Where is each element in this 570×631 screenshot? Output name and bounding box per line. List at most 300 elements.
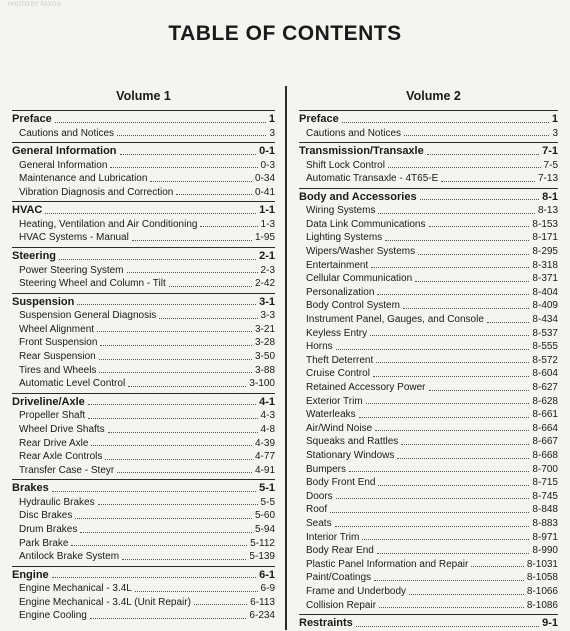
entry-label: Rear Drive Axle (19, 437, 89, 449)
page-number: 8-971 (532, 531, 558, 543)
section-heading-row (299, 190, 558, 205)
dot-leader (371, 267, 529, 268)
page-number: 8-409 (532, 300, 558, 312)
page-number: 5-94 (254, 523, 275, 535)
dot-leader (362, 539, 529, 540)
entry-label: Front Suspension (19, 337, 98, 349)
dot-leader (200, 226, 257, 227)
entry-label: Cruise Control (306, 368, 370, 380)
toc-section (299, 110, 558, 140)
page-number: 8-1 (542, 190, 558, 203)
page-number: 8-555 (532, 341, 558, 353)
toc-entry (12, 423, 275, 437)
toc-entry (299, 531, 558, 545)
toc-entry (12, 277, 275, 291)
dot-leader (98, 504, 258, 505)
dot-leader (336, 349, 530, 350)
entry-label: Data Link Communications (306, 218, 426, 230)
dot-leader (370, 335, 529, 336)
toc-entry (12, 464, 275, 478)
page-number: 8-745 (532, 490, 558, 502)
toc-entry (12, 450, 275, 464)
dot-leader (52, 577, 256, 578)
toc-entry (299, 408, 558, 422)
section-heading-row (12, 144, 275, 159)
page-number: 1-95 (254, 232, 275, 244)
entry-label: Wheel Drive Shafts (19, 423, 105, 435)
entry-label: Paint/Coatings (306, 572, 372, 584)
toc-entry (299, 204, 558, 218)
page-number: 8-715 (532, 477, 558, 489)
dot-leader (90, 618, 247, 619)
dot-leader (117, 135, 266, 136)
entry-label: Body Control System (306, 300, 400, 312)
dot-leader (420, 199, 540, 200)
page-number: 8-667 (532, 436, 558, 448)
page-number: 8-668 (532, 449, 558, 461)
toc-entry (299, 172, 558, 186)
entry-label: Retained Accessory Power (306, 382, 426, 393)
toc-entry (299, 354, 558, 368)
toc-section (12, 110, 275, 140)
toc-entry (299, 599, 558, 613)
page-number: 5-112 (250, 537, 275, 549)
toc-entry (12, 582, 275, 596)
dot-leader (429, 390, 530, 391)
dot-leader (415, 281, 529, 282)
dot-leader (127, 272, 258, 273)
page-number: 0-3 (260, 159, 275, 171)
entry-label: Engine Mechanical - 3.4L (Unit Repair) (19, 596, 191, 608)
toc-section (12, 201, 275, 245)
toc-entry (12, 159, 275, 173)
volume-2-sections (299, 110, 558, 631)
toc-entry (299, 245, 558, 259)
section-heading-row (12, 568, 275, 583)
section-heading: Body and Accessories (299, 190, 417, 203)
page-number: 8-171 (532, 232, 558, 244)
entry-label: Lighting Systems (306, 232, 383, 244)
page-number: 8-604 (532, 368, 558, 380)
entry-label: Squeaks and Rattles (306, 436, 399, 448)
page-number: 3-28 (254, 337, 275, 349)
entry-label: Wiring Systems (306, 205, 376, 217)
toc-entry (299, 218, 558, 232)
section-heading-row (299, 144, 558, 159)
page-number: 7-13 (537, 173, 558, 185)
dot-leader (427, 154, 539, 155)
entry-label: Shift Lock Control (306, 159, 385, 171)
page-number: 7-1 (542, 145, 558, 158)
entry-label: Bumpers (306, 463, 347, 475)
dot-leader (378, 213, 535, 214)
toc-section (12, 393, 275, 477)
entry-label: Drum Brakes (19, 523, 78, 535)
dot-leader (378, 485, 529, 486)
entry-label: Automatic Transaxle - 4T65-E (306, 173, 439, 185)
toc-entry (12, 509, 275, 523)
volume-1-column (12, 88, 275, 623)
entry-label: Cautions and Notices (19, 127, 115, 139)
toc-entry (299, 259, 558, 273)
page-number: 8-1086 (526, 599, 558, 611)
page-number: 3-3 (260, 310, 275, 322)
dot-leader (441, 181, 535, 182)
page-number: 8-628 (532, 395, 558, 407)
entry-label: General Information (19, 159, 108, 171)
entry-label: Park Brake (19, 537, 69, 549)
toc-entry (299, 490, 558, 504)
page-title: TABLE OF CONTENTS (168, 22, 402, 45)
dot-leader (108, 432, 258, 433)
toc-entry (12, 596, 275, 610)
page-number: 1 (551, 113, 558, 125)
page-number: 0-1 (259, 145, 275, 158)
toc-entry (12, 550, 275, 564)
toc-entry (299, 571, 558, 585)
dot-leader (487, 322, 530, 323)
toc-entry (12, 523, 275, 537)
dot-leader (349, 471, 529, 472)
dot-leader (169, 286, 252, 287)
section-heading: Engine (12, 568, 49, 581)
dot-leader (128, 386, 246, 387)
page-number: 0-41 (254, 186, 275, 198)
entry-label: Steering Wheel and Column - Tilt (19, 278, 166, 290)
entry-label: Seats (306, 517, 332, 529)
volume-title: Volume 1 (116, 89, 171, 103)
dot-leader (122, 559, 246, 560)
toc-entry (299, 327, 558, 341)
page-number: 3 (552, 127, 558, 139)
dot-leader (159, 318, 257, 319)
section-heading-row (12, 395, 275, 410)
toc-entry (299, 231, 558, 245)
toc-entry (299, 286, 558, 300)
entry-label: Keyless Entry (306, 327, 368, 339)
dot-leader (99, 372, 252, 373)
page-number: 5-60 (254, 510, 275, 522)
page-number: 8-1031 (526, 558, 558, 570)
toc-entry (12, 218, 275, 232)
page-number: 8-627 (532, 382, 558, 393)
page-number: 8-1058 (526, 572, 558, 584)
toc-entry (299, 395, 558, 409)
dot-leader (132, 240, 252, 241)
entry-label: Propeller Shaft (19, 410, 86, 422)
toc-entry (12, 323, 275, 337)
entry-label: Wheel Alignment (19, 323, 95, 335)
page-number: 3-100 (249, 378, 275, 390)
dot-leader (335, 526, 530, 527)
toc-entry (12, 496, 275, 510)
toc-entry (299, 127, 558, 141)
page-number: 8-371 (532, 273, 558, 285)
dot-leader (401, 444, 529, 445)
entry-label: Hydraulic Brakes (19, 496, 95, 508)
toc-entry (12, 537, 275, 551)
section-heading: Preface (12, 113, 52, 125)
section-heading-row (12, 295, 275, 310)
watermark: PHOTO BY FAXON (8, 2, 61, 8)
toc-entry (299, 517, 558, 531)
section-heading: Brakes (12, 482, 49, 495)
entry-label: Rear Suspension (19, 351, 96, 363)
toc-entry (299, 544, 558, 558)
toc-section (12, 566, 275, 623)
dot-leader (88, 418, 257, 419)
dot-leader (330, 512, 529, 513)
section-heading-row (12, 203, 275, 218)
page-number: 4-8 (260, 423, 275, 435)
entry-label: Disc Brakes (19, 510, 73, 522)
page-number: 8-661 (532, 409, 558, 421)
dot-leader (373, 376, 530, 377)
entry-label: Automatic Level Control (19, 378, 126, 390)
dot-leader (75, 518, 252, 519)
entry-label: Plastic Panel Information and Repair (306, 558, 469, 570)
entry-label: Interior Trim (306, 531, 360, 543)
entry-label: Heating, Ventilation and Air Conditioning (19, 218, 198, 230)
toc-entry (299, 449, 558, 463)
column-divider (285, 86, 287, 630)
section-heading: Suspension (12, 295, 75, 308)
page-number: 3-50 (254, 351, 275, 363)
entry-label: Stationary Windows (306, 449, 395, 461)
entry-label: Wipers/Washer Systems (306, 246, 416, 258)
entry-label: Engine Mechanical - 3.4L (19, 583, 132, 595)
page-number: 8-700 (532, 463, 558, 475)
dot-leader (120, 154, 257, 155)
toc-entry (12, 336, 275, 350)
dot-leader (91, 445, 252, 446)
page-number: 5-1 (259, 482, 275, 495)
toc-entry (12, 437, 275, 451)
entry-label: HVAC Systems - Manual (19, 232, 129, 244)
dot-leader (77, 304, 256, 305)
section-heading: Preface (299, 113, 339, 125)
toc-entry (12, 231, 275, 245)
toc-section (12, 142, 275, 199)
dot-leader (336, 498, 530, 499)
dot-leader (409, 594, 524, 595)
dot-leader (110, 167, 257, 168)
toc-entry (299, 159, 558, 173)
dot-leader (404, 135, 549, 136)
toc-entry (12, 609, 275, 623)
page-number: 8-990 (532, 545, 558, 557)
dot-leader (388, 167, 541, 168)
entry-label: Vibration Diagnosis and Correction (19, 186, 174, 198)
entry-label: Horns (306, 341, 333, 353)
entry-label: Personalization (306, 286, 375, 298)
section-heading: General Information (12, 145, 117, 158)
page-number: 8-404 (532, 286, 558, 298)
section-heading: Driveline/Axle (12, 395, 85, 408)
volume-title: Volume 2 (406, 89, 461, 103)
dot-leader (375, 430, 529, 431)
toc-entry (299, 340, 558, 354)
dot-leader (176, 194, 252, 195)
entry-label: Air/Wind Noise (306, 422, 373, 434)
toc-entry (12, 409, 275, 423)
dot-leader (397, 458, 529, 459)
section-heading-row (12, 112, 275, 127)
entry-label: Doors (306, 490, 333, 502)
entry-label: Antilock Brake System (19, 551, 120, 563)
page-number: 7-5 (543, 159, 558, 171)
page-number: 4-39 (254, 437, 275, 449)
dot-leader (100, 345, 252, 346)
dot-leader (71, 545, 247, 546)
toc-entry (12, 350, 275, 364)
toc-entry (299, 585, 558, 599)
page-number: 2-1 (259, 250, 275, 263)
section-heading: HVAC (12, 204, 43, 217)
dot-leader (59, 259, 256, 260)
toc-entry (12, 309, 275, 323)
toc-entry (299, 558, 558, 572)
dot-leader (99, 359, 252, 360)
entry-label: Theft Deterrent (306, 354, 374, 366)
section-heading-row (12, 481, 275, 496)
page-number: 8-295 (532, 246, 558, 258)
dot-leader (356, 626, 539, 627)
page-number: 1-3 (260, 218, 275, 230)
toc-section (12, 247, 275, 291)
page-number: 8-434 (532, 314, 558, 326)
toc-section (299, 614, 558, 631)
toc-section (299, 142, 558, 186)
toc-entry (12, 377, 275, 391)
section-heading: Restraints (299, 617, 353, 630)
section-heading: Transmission/Transaxle (299, 145, 424, 158)
toc-entry (12, 127, 275, 141)
section-heading: Steering (12, 250, 57, 263)
toc-entry (299, 367, 558, 381)
page-number: 2-3 (260, 264, 275, 276)
dot-leader (342, 122, 549, 123)
dot-leader (366, 403, 530, 404)
page-number: 6-113 (250, 596, 275, 608)
toc-entry (12, 364, 275, 378)
page-number: 8-318 (532, 259, 558, 271)
dot-leader (80, 532, 252, 533)
toc-entry (12, 172, 275, 186)
toc-section (12, 479, 275, 563)
toc-section (299, 188, 558, 612)
toc-entry (299, 435, 558, 449)
dot-leader (88, 404, 256, 405)
toc-entry (299, 299, 558, 313)
dot-leader (194, 604, 247, 605)
entry-label: Body Front End (306, 477, 376, 489)
section-heading-row (299, 616, 558, 631)
toc-entry (12, 264, 275, 278)
toc-entry (299, 381, 558, 395)
entry-label: Rear Axle Controls (19, 451, 103, 463)
dot-leader (374, 580, 524, 581)
volume-1-sections (12, 110, 275, 623)
page-number: 8-848 (532, 504, 558, 516)
page-number: 8-1066 (526, 585, 558, 597)
page-number: 8-883 (532, 517, 558, 529)
dot-leader (359, 417, 530, 418)
entry-label: Transfer Case - Steyr (19, 464, 115, 476)
dot-leader (377, 294, 529, 295)
entry-label: Suspension General Diagnosis (19, 310, 157, 322)
dot-leader (379, 607, 524, 608)
page-number: 1-1 (259, 204, 275, 217)
entry-label: Instrument Panel, Gauges, and Console (306, 314, 484, 326)
entry-label: Entertainment (306, 259, 369, 271)
entry-label: Body Rear End (306, 545, 374, 557)
dot-leader (45, 213, 256, 214)
page-number: 2-42 (254, 278, 275, 290)
toc-entry (299, 422, 558, 436)
toc-entry (299, 313, 558, 327)
page-number: 8-664 (532, 422, 558, 434)
dot-leader (135, 591, 258, 592)
page-number: 3-21 (254, 323, 275, 335)
volume-2-column (299, 88, 558, 631)
page-number: 6-234 (249, 610, 275, 622)
page-number: 4-1 (259, 395, 275, 408)
entry-label: Maintenance and Lubrication (19, 173, 148, 185)
entry-label: Tires and Wheels (19, 364, 97, 376)
dot-leader (377, 553, 530, 554)
dot-leader (385, 240, 529, 241)
toc-entry (299, 476, 558, 490)
page-number: 4-91 (254, 464, 275, 476)
dot-leader (429, 226, 530, 227)
page-number: 1 (268, 113, 275, 125)
dot-leader (52, 491, 256, 492)
entry-label: Power Steering System (19, 264, 124, 276)
dot-leader (55, 122, 266, 123)
toc-section (12, 293, 275, 391)
page-number: 0-34 (254, 173, 275, 185)
page-number: 5-5 (260, 496, 275, 508)
entry-label: Cellular Communication (306, 273, 413, 285)
entry-label: Collision Repair (306, 599, 377, 611)
page-number: 8-572 (532, 354, 558, 366)
page-number: 3-1 (259, 295, 275, 308)
page-number: 3 (269, 127, 275, 139)
toc-entry (299, 503, 558, 517)
dot-leader (150, 181, 252, 182)
dot-leader (117, 472, 252, 473)
dot-leader (376, 362, 529, 363)
page-number: 4-77 (254, 451, 275, 463)
toc-entry (12, 186, 275, 200)
dot-leader (105, 459, 252, 460)
dot-leader (471, 566, 524, 567)
dot-leader (97, 331, 252, 332)
page-number: 3-88 (254, 364, 275, 376)
page-number: 8-537 (532, 327, 558, 339)
entry-label: Engine Cooling (19, 610, 87, 622)
page-number: 4-3 (260, 410, 275, 422)
entry-label: Cautions and Notices (306, 127, 402, 139)
dot-leader (418, 254, 529, 255)
section-heading-row (12, 249, 275, 264)
toc-entry (299, 463, 558, 477)
page-number: 9-1 (542, 617, 558, 630)
entry-label: Waterleaks (306, 409, 356, 421)
page-number: 5-139 (249, 551, 275, 563)
page-number: 8-153 (532, 218, 558, 230)
